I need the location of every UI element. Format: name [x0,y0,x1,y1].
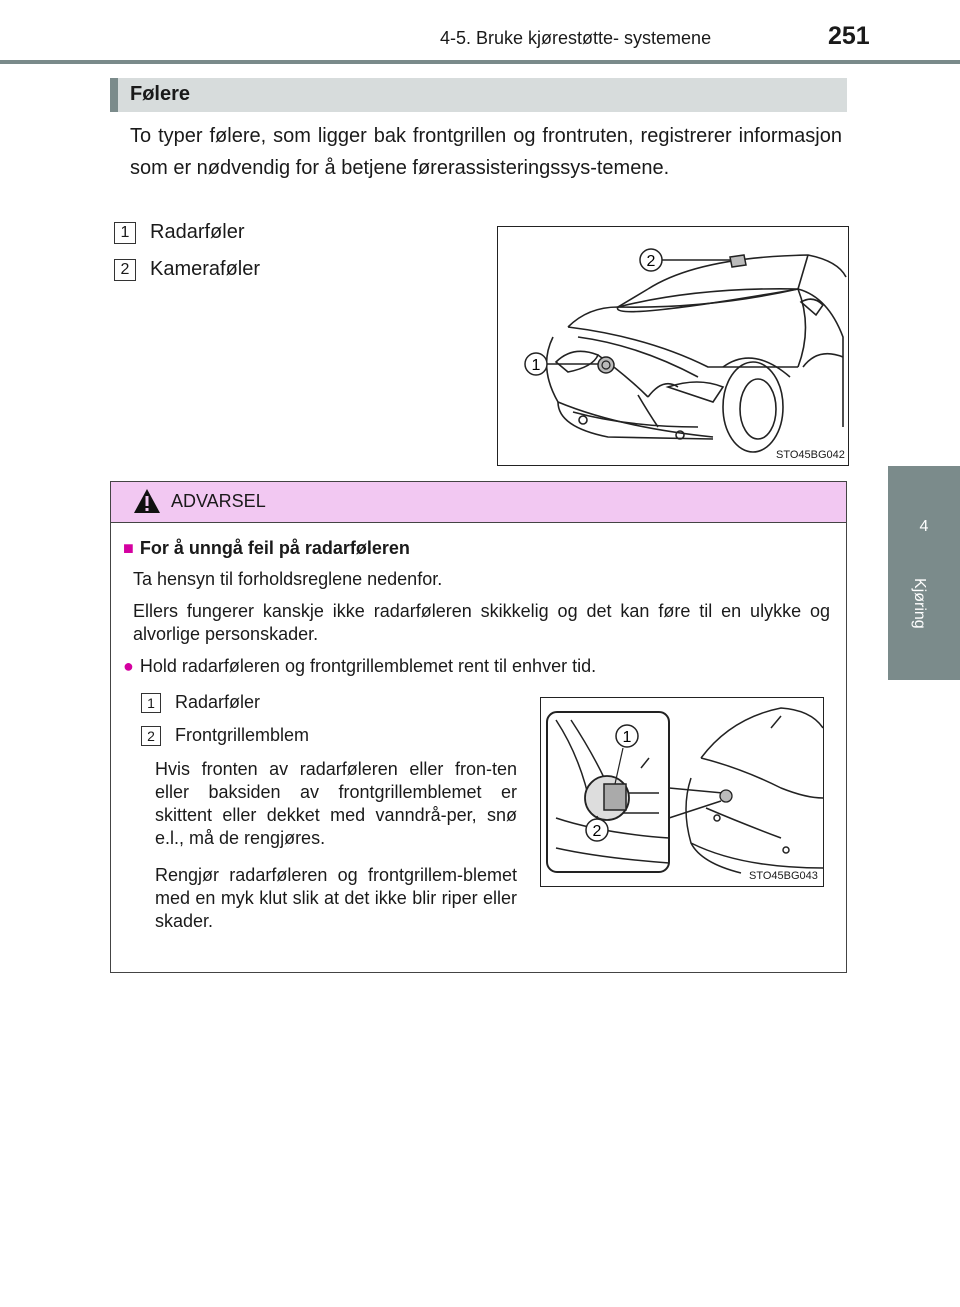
section-title: Følere [130,83,191,105]
sub-legend-radar [141,692,260,713]
car-front-drawing [498,227,848,465]
warning-paragraph-2: Ellers fungerer kanskje ikke radarføleren skikkelig og det kan føre til en ulykke og alvorlige personskader. [133,601,830,644]
legend-label: Frontgrillemblem [175,725,310,745]
warning-bullet [123,656,596,677]
warning-triangle-icon [133,488,161,514]
section-header [110,78,847,112]
callout-2: 2 [646,253,656,270]
chapter-number: 4 [919,518,929,535]
legend-label: Radarføler [150,221,245,243]
legend-number: 1 [114,222,136,244]
warning-box [110,481,847,973]
callout-1: 1 [531,357,541,374]
warning-subheading-text: For å unngå feil på radarføleren [139,538,410,558]
square-bullet-icon: ■ [123,538,134,558]
figure-code: STO45BG042 [776,449,845,461]
warning-paragraph-1: Ta hensyn til forholdsreglene nedenfor. [133,569,443,589]
car-sensor-illustration [497,226,849,466]
warning-title: ADVARSEL [171,491,266,511]
emblem-closeup-drawing [541,698,823,886]
legend-item-radar [114,221,244,244]
circle-bullet-icon: ● [123,656,134,676]
chapter-side-tab [888,466,960,680]
header-rule [0,60,960,64]
sub-legend-emblem [141,725,309,746]
callout-1: 1 [622,729,632,746]
legend-number: 2 [141,726,161,746]
page-number: 251 [828,22,870,50]
emblem-sensor-illustration [540,697,824,887]
legend-number: 1 [141,693,161,713]
figure-code: STO45BG043 [749,870,818,882]
legend-label: Kameraføler [150,258,261,280]
warning-bullet-text: Hold radarføleren og frontgrillemblemet rent til enhver tid. [139,656,597,676]
cleaning-paragraph-2: Rengjør radarføleren og frontgrillem-blemet med en myk klut slik at det ikke blir riper eller skader. [155,865,517,931]
chapter-label: Kjøring [911,578,928,629]
warning-header [111,482,846,523]
cleaning-paragraph-1: Hvis fronten av radarføleren eller fron-ten eller baksiden av frontgrillemblemet er skittent eller dekket med vanndrå-per, snø e.l., må de rengjøres. [155,759,517,848]
legend-label: Radarføler [175,692,261,712]
header-section-title: 4-5. Bruke kjørestøtte- systemene [440,28,712,48]
legend-number: 2 [114,259,136,281]
legend-item-camera [114,258,260,281]
warning-subheading [123,538,410,559]
section-intro: To typer følere, som ligger bak frontgrillen og frontruten, registrerer informasjon som er nødvendig for å betjene førerassisteringssys-temene. [130,125,842,179]
callout-2: 2 [592,823,602,840]
